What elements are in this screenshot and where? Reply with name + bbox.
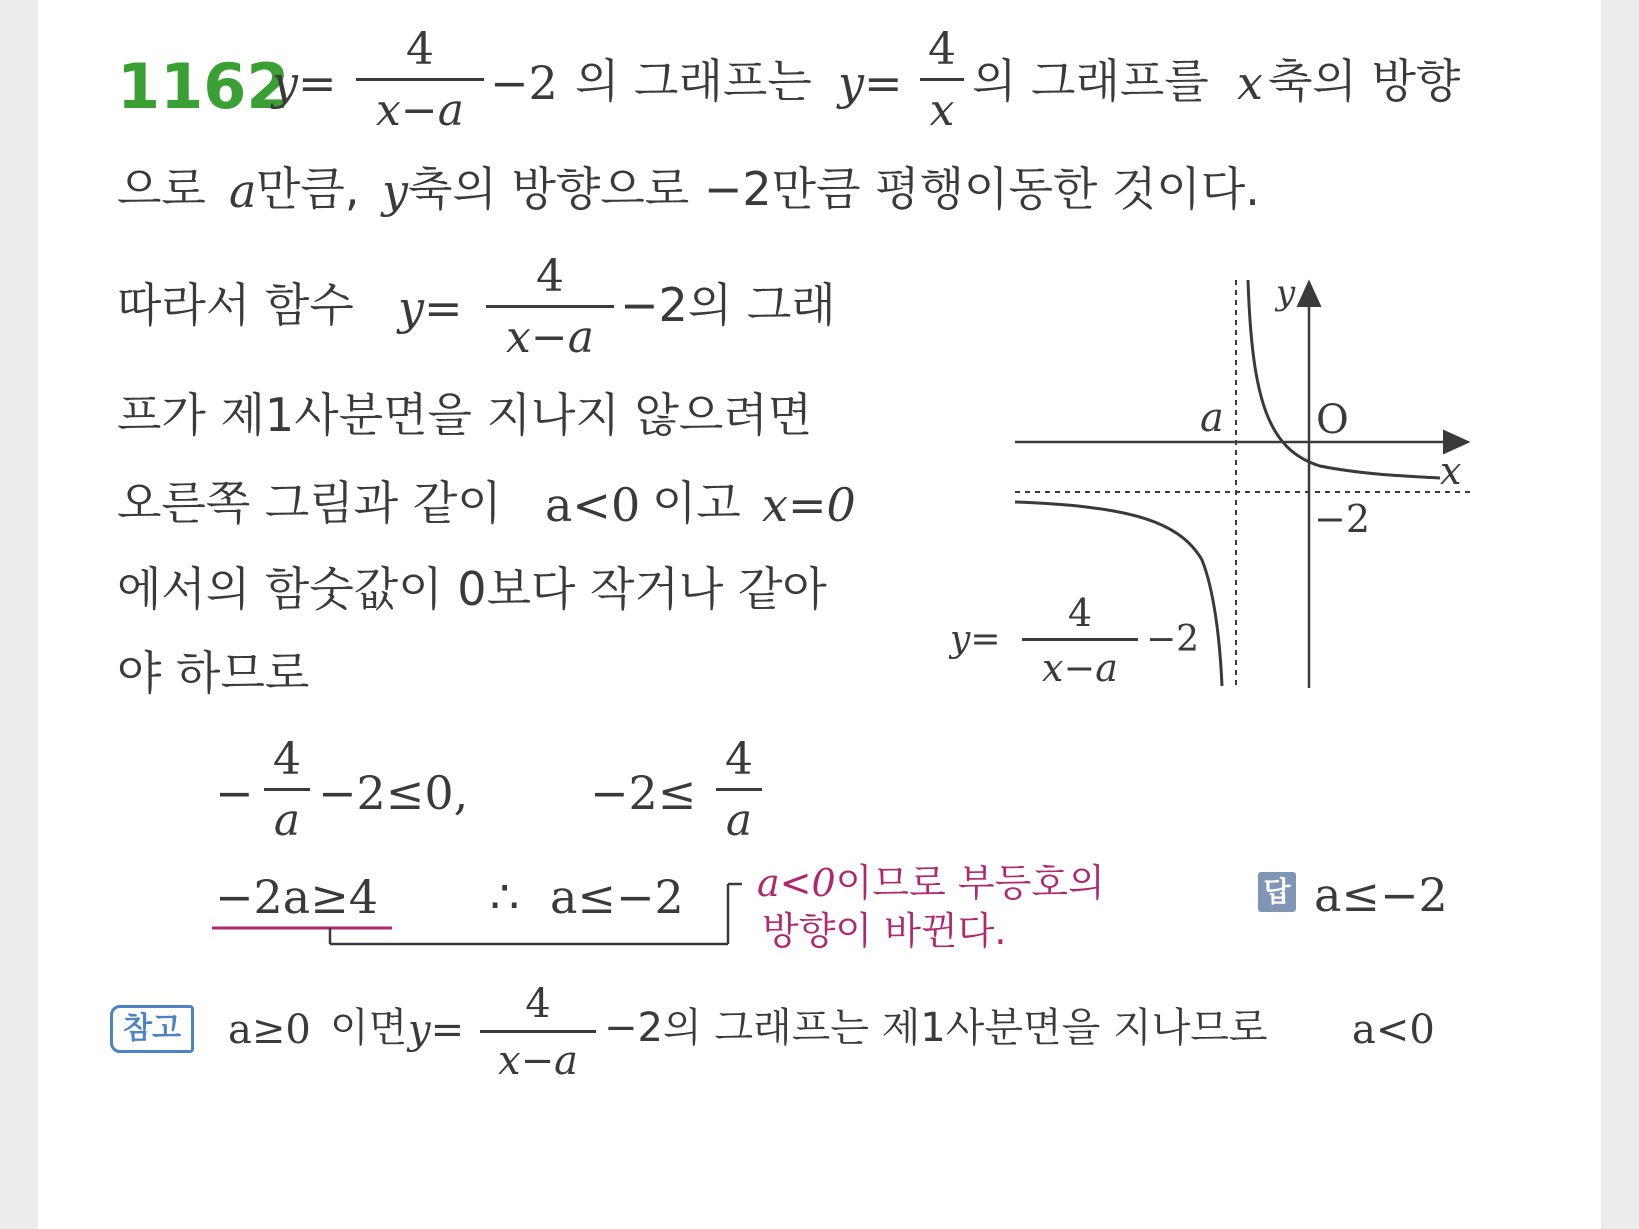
- line2-text-2: 만큼,: [256, 162, 360, 216]
- para-line2: 프가 제1사분면을 지나지 않으려면: [117, 388, 813, 442]
- curve-label-y-equals: y=: [950, 619, 1001, 660]
- fraction-bar: [480, 1030, 596, 1033]
- reference-icon: 참고: [110, 1005, 194, 1053]
- y-variable: y: [382, 164, 408, 218]
- ineq1-tail: −2≤0,: [318, 766, 469, 820]
- y-equals-2: y=: [838, 56, 903, 110]
- numerator: 4: [273, 734, 301, 785]
- numerator: 4: [525, 981, 551, 1027]
- note-line1: [757, 861, 1105, 905]
- x-equals-0: x=0: [762, 478, 856, 532]
- denominator: x−a: [1042, 645, 1118, 690]
- denominator: x−a: [376, 84, 464, 136]
- reference-text: 이면: [330, 1005, 408, 1051]
- numerator: 4: [928, 24, 956, 75]
- problem-number: 1162: [117, 50, 290, 123]
- numerator: 4: [725, 734, 753, 785]
- minus-two: −2: [490, 56, 558, 110]
- numerator: 4: [1067, 591, 1093, 635]
- asymptote-y-label: −2: [1314, 497, 1371, 541]
- para-line3-text: 오른쪽 그림과 같이: [117, 476, 502, 530]
- line1-text-3: 축의 방향: [1268, 54, 1461, 108]
- reference-tail: −2의 그래프는 제1사분면을 지나므로: [604, 1005, 1268, 1051]
- answer-value: a≤−2: [1314, 868, 1448, 922]
- para-y-equals: y=: [398, 281, 463, 335]
- para-line3-mid: 이고: [652, 476, 741, 530]
- ineq3: −2a≥4: [215, 870, 379, 924]
- y-equals: y=: [272, 56, 337, 110]
- reference-condition: a≥0: [228, 1007, 311, 1053]
- reference-fraction: [480, 981, 596, 1084]
- line1-text: 의 그래프는: [575, 54, 812, 108]
- x-axis-label: x: [1440, 449, 1462, 493]
- y-axis-label: y: [1276, 273, 1296, 313]
- asymptote-x-label: a: [1200, 395, 1224, 441]
- para-line1-tail: −2의 그래: [620, 278, 836, 332]
- a-variable: a: [229, 164, 257, 218]
- numerator: 4: [406, 24, 434, 75]
- para-line5: 야 하므로: [117, 646, 310, 700]
- answer-icon: 답: [1258, 872, 1296, 912]
- x-variable: x: [1237, 56, 1263, 110]
- curve-label-tail: −2: [1146, 619, 1200, 660]
- line2-text-3: 축의 방향으로 −2만큼 평행이동한 것이다.: [408, 162, 1260, 216]
- denominator: a: [725, 794, 753, 846]
- reference-y-equals: y=: [408, 1007, 465, 1053]
- note-condition: a<0: [757, 861, 836, 905]
- therefore-symbol: ∴: [490, 870, 520, 924]
- condition-a-lt-0: a<0: [545, 478, 641, 532]
- denominator: x−a: [498, 1037, 578, 1084]
- note-line1-rest: 이므로 부등호의: [835, 861, 1105, 905]
- curve-label-fraction: [1022, 591, 1138, 690]
- numerator: 4: [536, 251, 564, 302]
- ineq2-head: −2≤: [590, 766, 697, 820]
- para-line4: 에서의 함숫값이 0보다 작거나 같아: [117, 562, 827, 616]
- denominator: a: [273, 794, 301, 846]
- fraction-bar: [1022, 638, 1138, 641]
- origin-label: O: [1316, 397, 1349, 443]
- line2-text: 으로: [117, 162, 206, 216]
- ineq1-minus: −: [215, 766, 254, 820]
- line1-text-2: 의 그래프를: [972, 54, 1209, 108]
- denominator: x: [929, 84, 955, 136]
- result-inequality: a≤−2: [550, 870, 684, 924]
- reference-result: a<0: [1352, 1007, 1435, 1053]
- note-line2: 방향이 바뀐다.: [762, 909, 1007, 953]
- denominator: x−a: [506, 311, 594, 363]
- para-line1-text: 따라서 함수: [117, 278, 354, 332]
